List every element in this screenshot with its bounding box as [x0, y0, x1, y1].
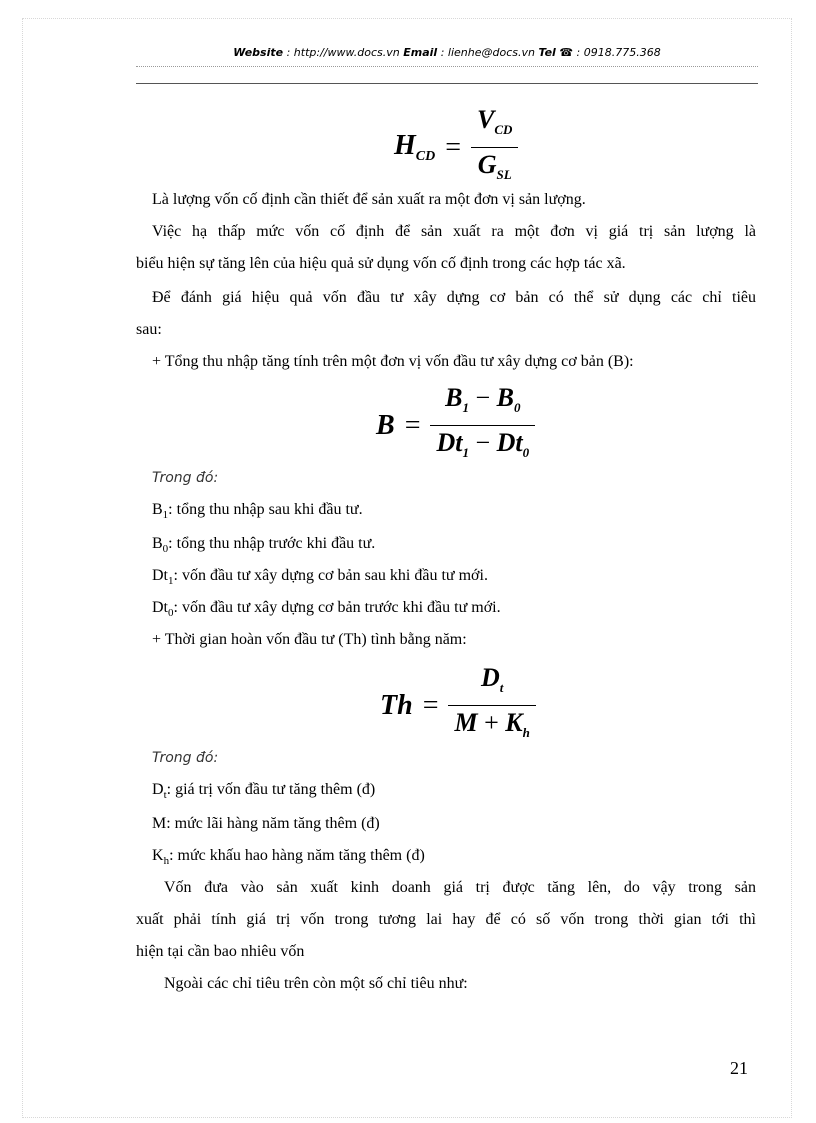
definition-dt0: $Dt_0$: vốn đầu tư xây dựng cơ bản trước khi đầu tư mới. — [152, 599, 501, 620]
definition-kh: $K_h$: mức khấu hao hàng năm tăng thêm (đ) — [152, 847, 425, 868]
paragraph-capital-line2: xuất phải tính giá trị vốn trong tương lai hay để có số vốn trong thời gian tới thì — [136, 911, 756, 928]
item-total-income: + Tổng thu nhập tăng tính trên một đơn vị vốn đầu tư xây dựng cơ bản (B): — [152, 353, 634, 370]
definition-dt: $D_t$: giá trị vốn đầu tư tăng thêm (đ) — [152, 781, 376, 802]
website-label: Website — [233, 46, 284, 59]
paragraph-evaluate-line2: sau: — [136, 321, 162, 338]
where-label-1: Trong đó: — [152, 470, 219, 486]
paragraph-definition: Là lượng vốn cố định cần thiết để sản xuất ra một đơn vị sản lượng. — [152, 191, 586, 208]
tel-label: Tel — [538, 46, 556, 59]
tel-value: : 0918.775.368 — [576, 46, 661, 59]
page-header — [136, 46, 758, 59]
item-payback-time: + Thời gian hoàn vốn đầu tư (Th) tình bằng năm: — [152, 631, 467, 648]
phone-icon: ☎ — [559, 46, 574, 59]
paragraph-reduce-line2: biểu hiện sự tăng lên của hiệu quả sử dụng vốn cố định trong các hợp tác xã. — [136, 255, 626, 272]
paragraph-reduce-line1: Việc hạ thấp mức vốn cố định để sản xuất ra một đơn vị giá trị sản lượng là — [152, 223, 756, 240]
definition-m: M: mức lãi hàng năm tăng thêm (đ) — [152, 815, 380, 832]
formula-th: Th = $\frac{D_t}{M + K_h}$ — [380, 662, 536, 749]
paragraph-capital-line1: Vốn đưa vào sản xuất kinh doanh giá trị được tăng lên, do vậy trong sản — [164, 879, 756, 896]
page-number: 21 — [730, 1058, 748, 1078]
paragraph-other-indicators: Ngoài các chỉ tiêu trên còn một số chỉ tiêu như: — [164, 975, 468, 992]
where-label-2: Trong đó: — [152, 750, 219, 766]
website-url[interactable]: : http://www.docs.vn — [286, 46, 400, 59]
paragraph-evaluate-line1: Để đánh giá hiệu quả vốn đầu tư xây dựng cơ bản có thể sử dụng các chỉ tiêu — [152, 289, 756, 306]
email-value[interactable]: : lienhe@docs.vn — [440, 46, 535, 59]
definition-dt1: $Dt_1$: vốn đầu tư xây dựng cơ bản sau khi đầu tư mới. — [152, 567, 488, 588]
formula-hcd: $H_{CD}$ = $\frac{V_{CD}}{G_{SL}}$ — [394, 104, 518, 191]
definition-b1: $B_1$: tổng thu nhập sau khi đầu tư. — [152, 501, 363, 522]
header-solid-rule — [136, 83, 758, 84]
formula-b: B = $\frac{B_1 - B_0}{Dt_1 - Dt_0}$ — [376, 382, 535, 469]
email-label: Email — [403, 46, 438, 59]
definition-b0: $B_0$: tổng thu nhập trước khi đầu tư. — [152, 535, 376, 556]
paragraph-capital-line3: hiện tại cần bao nhiêu vốn — [136, 943, 305, 960]
header-dotted-rule — [136, 66, 758, 67]
